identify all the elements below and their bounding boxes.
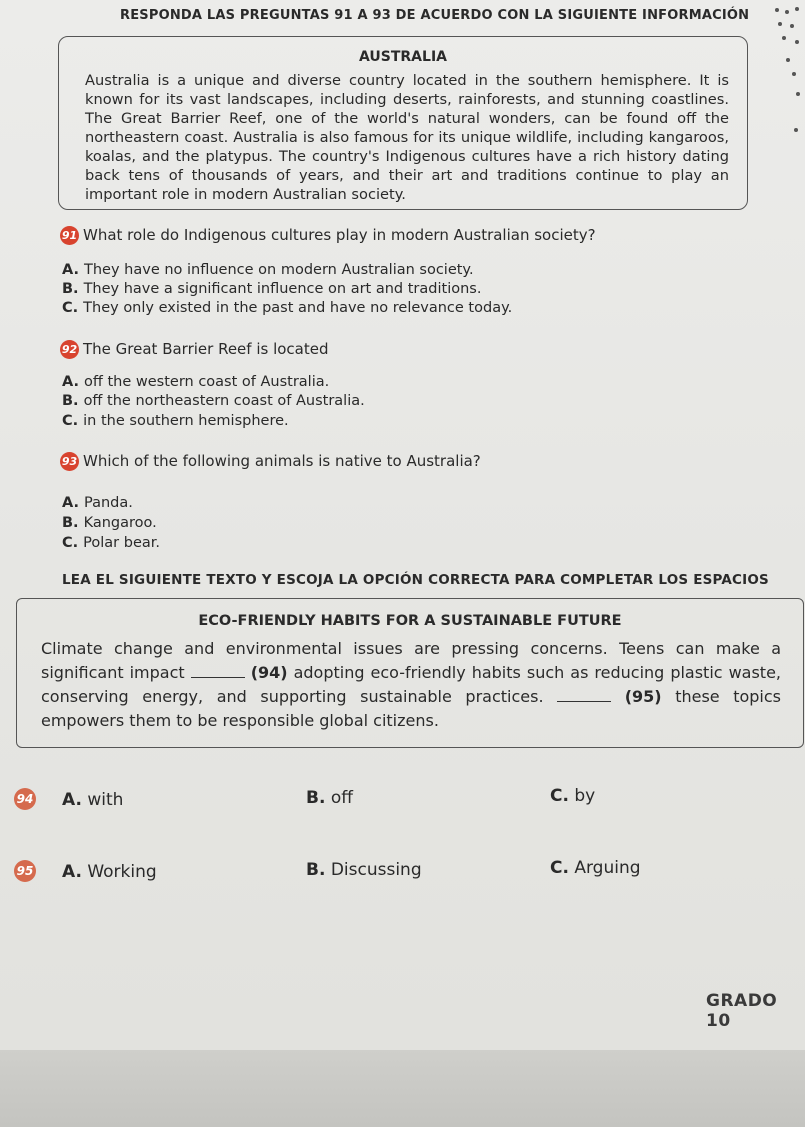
question-number-badge: 91 <box>60 226 79 245</box>
question-92-option-b[interactable]: B. off the northeastern coast of Australia. <box>62 393 365 409</box>
eco-passage: Climate change and environmental issues are pressing concerns. Teens can make a significant impact (94) adopting eco-friendly habits such as reducing plastic waste, conserving energy, and supporting sustainable practices. (95) these topics empowers them to be responsible global citizens. <box>41 639 782 730</box>
question-95 <box>14 860 40 882</box>
question-number-badge: 93 <box>60 452 79 471</box>
blank-95-label: (95) <box>624 687 662 706</box>
question-93-option-c[interactable]: C. Polar bear. <box>62 535 160 551</box>
question-94 <box>14 788 40 810</box>
question-number-badge: 95 <box>14 860 36 882</box>
question-91-option-a[interactable]: A. They have no influence on modern Australian society. <box>62 262 474 278</box>
question-95-option-b[interactable]: B. Discussing <box>306 860 422 880</box>
question-91-option-c[interactable]: C. They only existed in the past and have no relevance today. <box>62 300 513 316</box>
question-92 <box>60 340 329 359</box>
question-95-option-c[interactable]: C. Arguing <box>550 858 641 878</box>
question-number-badge: 92 <box>60 340 79 359</box>
australia-title: AUSTRALIA <box>359 49 447 65</box>
question-92-option-a[interactable]: A. off the western coast of Australia. <box>62 374 330 390</box>
blank-94 <box>191 663 245 678</box>
australia-passage-box <box>58 36 748 210</box>
question-91-option-b[interactable]: B. They have a significant influence on art and traditions. <box>62 281 482 297</box>
question-text: The Great Barrier Reef is located <box>83 340 329 358</box>
section1-instruction: RESPONDA LAS PREGUNTAS 91 A 93 DE ACUERDO CON LA SIGUIENTE INFORMACIÓN <box>120 8 750 23</box>
question-92-option-c[interactable]: C. in the southern hemisphere. <box>62 413 289 429</box>
question-93-option-b[interactable]: B. Kangaroo. <box>62 515 157 531</box>
question-93 <box>60 452 481 471</box>
eco-passage-box <box>16 598 804 748</box>
grade-label: GRADO 10 <box>706 991 778 1031</box>
australia-passage: Australia is a unique and diverse country located in the southern hemisphere. It is known for its vast landscapes, including deserts, rainforests, and stunning coastlines. The Great Barrier Reef, one of the world's natural wonders, can be found off the northeastern coast. Australia is also famous for its unique wildlife, including kangaroos, koalas, and the platypus. The country's Indigenous cultures have a rich history dating back tens of thousands of years, and their art and traditions continue to play an important role in modern Australian society. <box>85 72 729 203</box>
section2-instruction: LEA EL SIGUIENTE TEXTO Y ESCOJA LA OPCIÓN CORRECTA PARA COMPLETAR LOS ESPACIOS <box>62 572 769 588</box>
question-text: Which of the following animals is native to Australia? <box>83 452 481 470</box>
question-91 <box>60 226 596 245</box>
blank-94-label: (94) <box>250 663 288 682</box>
question-94-option-c[interactable]: C. by <box>550 786 596 806</box>
blank-95 <box>557 687 611 702</box>
page-shadow <box>0 1050 805 1127</box>
question-94-option-b[interactable]: B. off <box>306 788 353 808</box>
question-number-badge: 94 <box>14 788 36 810</box>
eco-title: ECO-FRIENDLY HABITS FOR A SUSTAINABLE FUTURE <box>198 613 622 629</box>
question-93-option-a[interactable]: A. Panda. <box>62 495 133 511</box>
question-text: What role do Indigenous cultures play in modern Australian society? <box>83 226 596 244</box>
question-95-option-a[interactable]: A. Working <box>62 862 157 882</box>
question-94-option-a[interactable]: A. with <box>62 790 124 810</box>
